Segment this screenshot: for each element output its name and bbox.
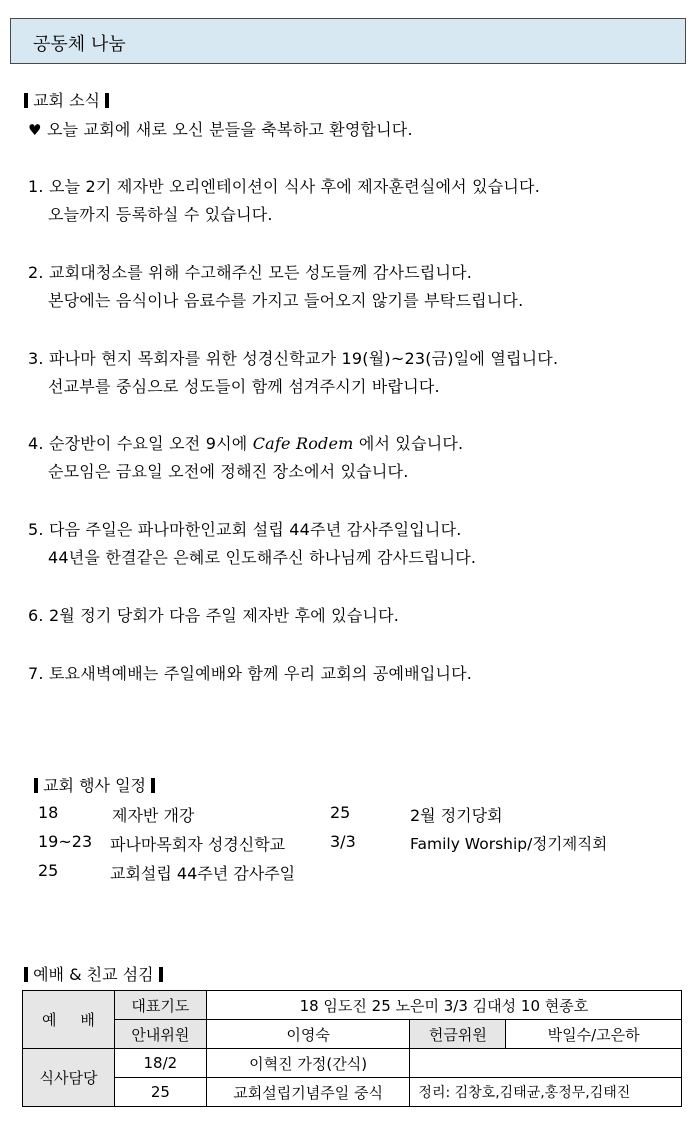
- prayer-label: 대표기도: [114, 991, 206, 1020]
- title-bar-left: [34, 778, 38, 793]
- title-bar-left: [24, 967, 28, 982]
- news-item-2-line2: 본당에는 음식이나 음료수를 가지고 들어오지 않기를 부탁드립니다.: [48, 291, 524, 310]
- news-item-4-text-a: 4. 순장반이 수요일 오전 9시에: [28, 434, 253, 453]
- news-item-4-line1: [28, 431, 463, 454]
- news-section-title: [24, 88, 109, 111]
- news-item-1-line1: 1. 오늘 2기 제자반 오리엔테이션이 식사 후에 제자훈련실에서 있습니다.: [28, 177, 540, 196]
- title-bar-left: [24, 93, 28, 108]
- meal-note: 정리: 김창호,김태균,홍정무,김태진: [410, 1078, 682, 1107]
- usher-value: 이영숙: [206, 1020, 410, 1049]
- event-date: 25: [38, 861, 59, 880]
- news-item-3-line2: 선교부를 중심으로 성도들이 함께 섬겨주시기 바랍니다.: [48, 377, 440, 396]
- welcome-line: [28, 117, 413, 140]
- table-row: [23, 1020, 682, 1049]
- table-row: [23, 1049, 682, 1078]
- meal-host: 교회설립기념주일 중식: [206, 1078, 410, 1107]
- duty-section-title: [24, 962, 163, 985]
- news-item-3-line1: 3. 파나마 현지 목회자를 위한 성경신학교가 19(월)~23(금)일에 열립니다.: [28, 349, 559, 368]
- event-date: 25: [330, 803, 351, 822]
- table-row: [23, 991, 682, 1020]
- header-bar: [10, 18, 686, 64]
- news-item-2-line1: 2. 교회대청소를 위해 수고해주신 모든 성도들께 감사드립니다.: [28, 263, 473, 282]
- offering-value: 박일수/고은하: [506, 1020, 682, 1049]
- news-item-5-line1: 5. 다음 주일은 파나마한인교회 설립 44주년 감사주일입니다.: [28, 520, 462, 539]
- page-title: 공동체 나눔: [33, 34, 126, 55]
- news-item-7: 7. 토요새벽예배는 주일예배와 함께 우리 교회의 공예배입니다.: [28, 664, 473, 683]
- prayer-value: 18 임도진 25 노은미 3/3 김대성 10 현종호: [206, 991, 681, 1020]
- event-date: 19~23: [38, 832, 93, 851]
- events-section-title: [34, 773, 155, 796]
- meal-label: 식사담당: [23, 1049, 115, 1107]
- event-name: 제자반 개강: [112, 806, 195, 825]
- meal-host: 이혁진 가정(간식): [206, 1049, 410, 1078]
- events-title: 교회 행사 일정: [43, 776, 147, 795]
- usher-label: 안내위원: [114, 1020, 206, 1049]
- title-bar-right: [151, 778, 155, 793]
- duty-table: [22, 990, 682, 1107]
- title-bar-right: [159, 967, 163, 982]
- news-item-4-text-c: 에서 있습니다.: [353, 434, 464, 453]
- event-date: 18: [38, 803, 59, 822]
- news-item-1-line2: 오늘까지 등록하실 수 있습니다.: [48, 205, 273, 224]
- event-date: 3/3: [330, 832, 356, 851]
- news-item-5-line2: 44년을 한결같은 은혜로 인도해주신 하나님께 감사드립니다.: [48, 548, 477, 567]
- news-title: 교회 소식: [33, 91, 101, 110]
- event-name: 교회설립 44주년 감사주일: [110, 864, 296, 883]
- cafe-name: Cafe Rodem: [252, 434, 354, 453]
- meal-date: 25: [114, 1078, 206, 1107]
- heart-icon: ♥: [28, 121, 42, 139]
- meal-date: 18/2: [114, 1049, 206, 1078]
- offering-label: 헌금위원: [410, 1020, 506, 1049]
- welcome-text: 오늘 교회에 새로 오신 분들을 축복하고 환영합니다.: [46, 120, 413, 139]
- meal-note: [410, 1049, 682, 1078]
- event-name: 2월 정기당회: [410, 806, 503, 825]
- event-name: Family Worship/정기제직회: [410, 835, 608, 853]
- event-name: 파나마목회자 성경신학교: [110, 835, 286, 854]
- news-item-6: 6. 2월 정기 당회가 다음 주일 제자반 후에 있습니다.: [28, 606, 400, 625]
- worship-label: 예 배: [23, 991, 115, 1049]
- title-bar-right: [105, 93, 109, 108]
- duty-title: 예배 & 친교 섬김: [33, 965, 154, 984]
- news-item-4-line2: 순모임은 금요일 오전에 정해진 장소에서 있습니다.: [48, 462, 409, 481]
- table-row: [23, 1078, 682, 1107]
